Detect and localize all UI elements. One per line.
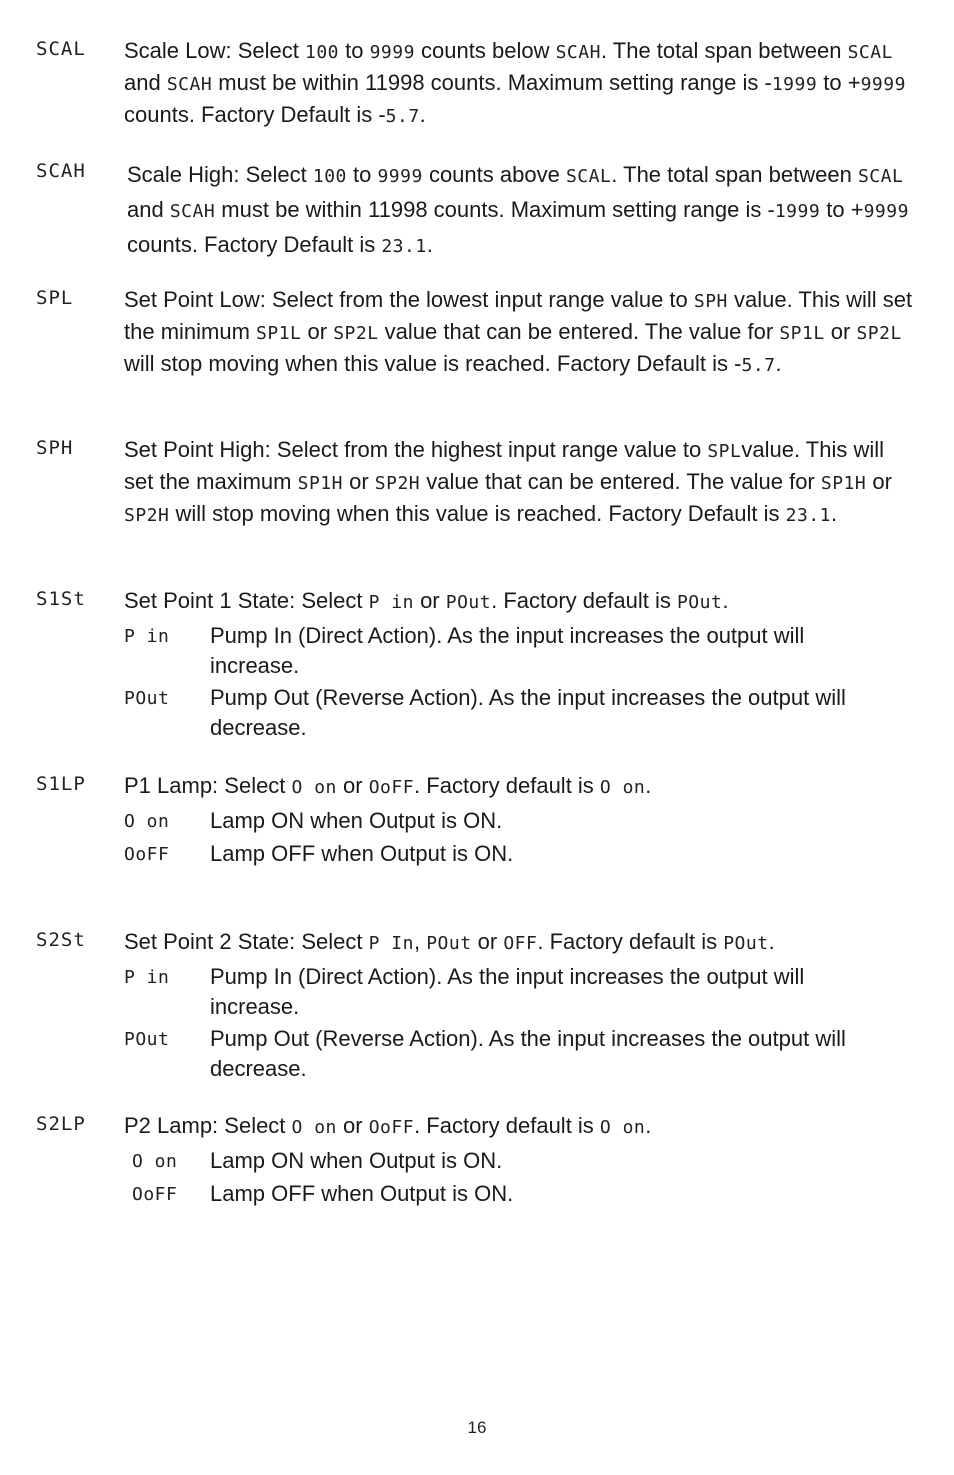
scale-low-description: Scale Low: Select 100 to 9999 counts below SCAH. The total span between SCAL and SCAH must be within 11998 counts. Maximum setting range is -1999 to +9999 counts. Factory Default is -5.7.: [124, 38, 906, 127]
option-key: O on: [124, 811, 170, 832]
option-lamp-on: [124, 1146, 914, 1179]
page-number: 16: [467, 1418, 487, 1437]
set-point-low-code: SPL: [36, 287, 74, 309]
option-text: Lamp ON when Output is ON.: [210, 808, 503, 833]
set-point-2-state-description: Set Point 2 State: Select P In, POut or OFF. Factory default is POut. P in Pump In (Direct Action). As the input increases the output will increase. POut Pump Out (Reverse Action). As the input increases the output will decrease.: [124, 927, 914, 1086]
option-text: Pump Out (Reverse Action). As the input increases the output will decrease.: [210, 1026, 846, 1081]
option-pump-out: [124, 1024, 914, 1086]
set-point-2-state-code: S2St: [36, 929, 86, 951]
p1-lamp-description: P1 Lamp: Select O on or OoFF. Factory default is O on. O on Lamp ON when Output is ON. OoFF Lamp OFF when Output is ON.: [124, 771, 914, 872]
option-pump-in: [124, 621, 914, 683]
p2-lamp-description: P2 Lamp: Select O on or OoFF. Factory default is O on. O on Lamp ON when Output is ON. OoFF Lamp OFF when Output is ON.: [124, 1111, 914, 1212]
scale-high-code: SCAH: [36, 160, 86, 182]
set-point-high-code: SPH: [36, 437, 74, 459]
option-key: OoFF: [132, 1184, 178, 1205]
scale-low-code: SCAL: [36, 38, 86, 60]
option-key: O on: [132, 1151, 178, 1172]
option-key: POut: [124, 688, 170, 709]
option-key: P in: [124, 967, 170, 988]
set-point-1-state-code: S1St: [36, 588, 86, 610]
option-key: P in: [124, 626, 170, 647]
option-lamp-off: [124, 1179, 914, 1212]
set-point-low-description: Set Point Low: Select from the lowest input range value to SPH value. This will set the minimum SP1L or SP2L value that can be entered. The value for SP1L or SP2L will stop moving when this value is reached. Factory Default is -5.7.: [124, 287, 913, 376]
p1-lamp-code: S1LP: [36, 773, 86, 795]
option-text: Pump In (Direct Action). As the input increases the output will increase.: [210, 964, 805, 1019]
option-text: Pump In (Direct Action). As the input increases the output will increase.: [210, 623, 805, 678]
option-text: Lamp OFF when Output is ON.: [210, 841, 514, 866]
option-key: POut: [124, 1029, 170, 1050]
set-point-high-description: Set Point High: Select from the highest input range value to SPLvalue. This will set the maximum SP1H or SP2H value that can be entered. The value for SP1H or SP2H will stop moving when this value is reached. Factory Default is 23.1.: [124, 437, 892, 526]
option-pump-in: [124, 962, 914, 1024]
option-lamp-on: [124, 806, 914, 839]
p2-lamp-code: S2LP: [36, 1113, 86, 1135]
option-text: Lamp OFF when Output is ON.: [210, 1181, 514, 1206]
scale-high-description: Scale High: Select 100 to 9999 counts above SCAL. The total span between SCAL and SCAH must be within 11998 counts. Maximum setting range is -1999 to +9999 counts. Factory Default is 23.1.: [127, 162, 909, 257]
option-text: Pump Out (Reverse Action). As the input increases the output will decrease.: [210, 685, 846, 740]
option-key: OoFF: [124, 844, 170, 865]
option-pump-out: [124, 683, 914, 745]
set-point-1-state-description: Set Point 1 State: Select P in or POut. Factory default is POut. P in Pump In (Direct Action). As the input increases the output will increase. POut Pump Out (Reverse Action). As the input increases the output will decrease.: [124, 586, 914, 745]
option-lamp-off: [124, 839, 914, 872]
option-text: Lamp ON when Output is ON.: [210, 1148, 503, 1173]
